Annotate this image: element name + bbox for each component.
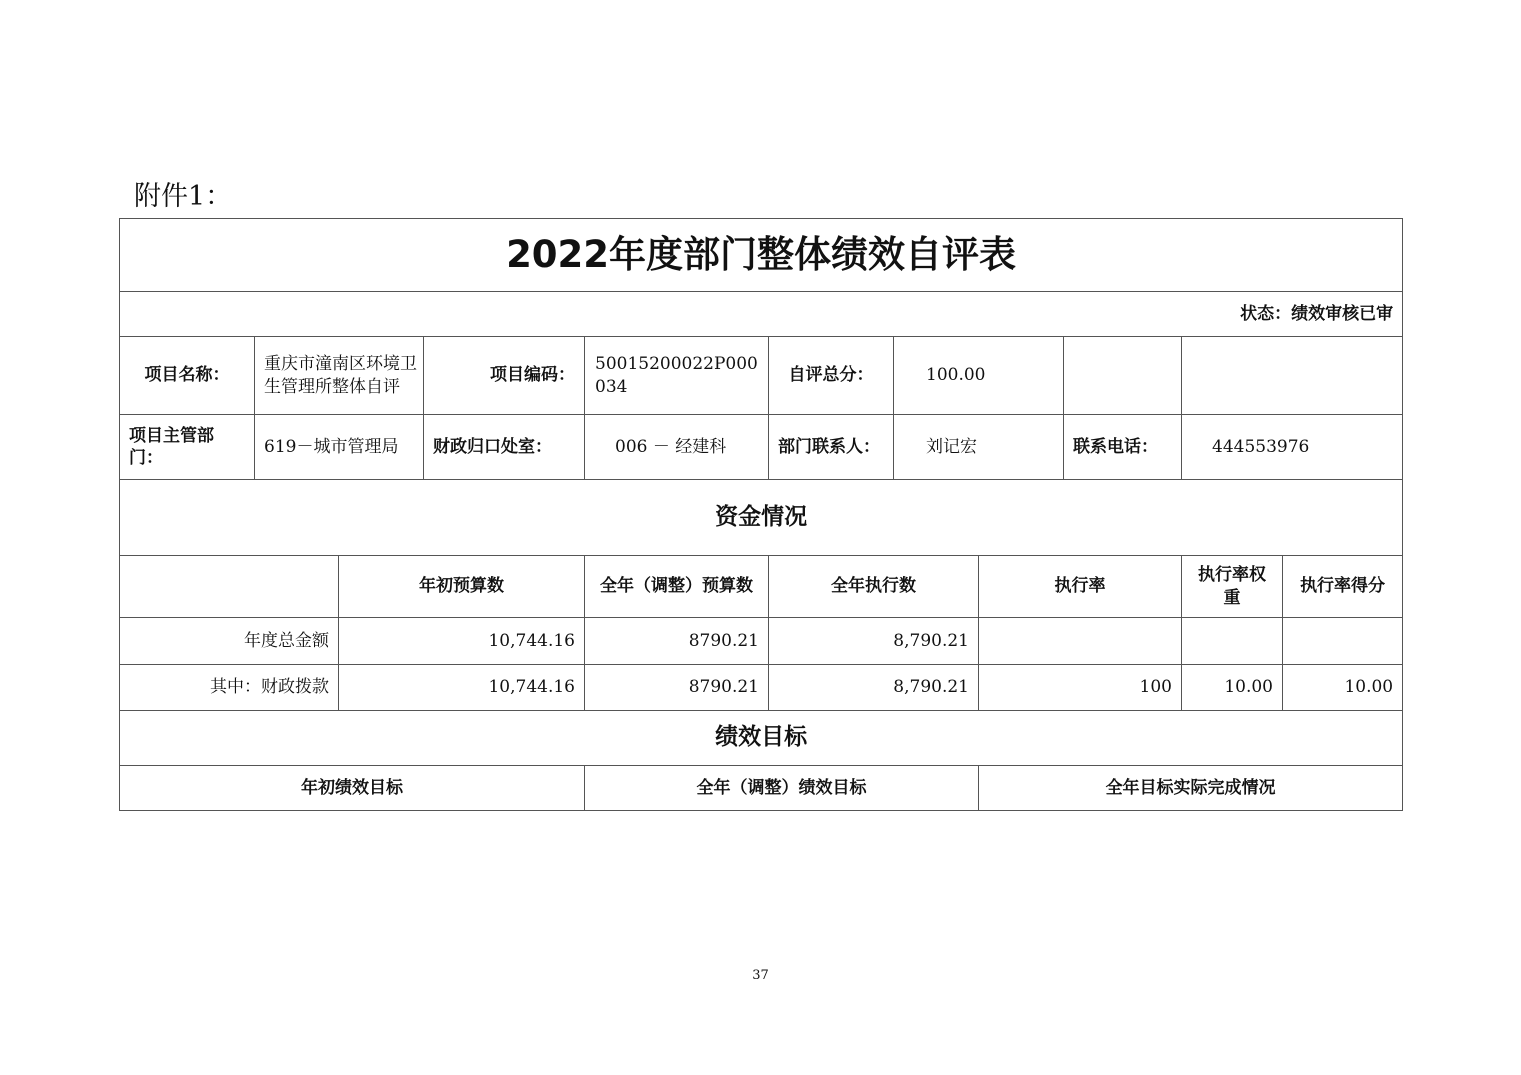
- funds-header-cell: 年初预算数: [339, 556, 585, 618]
- funds-header-cell: 全年（调整）预算数: [585, 556, 769, 618]
- funds-cell: 10.00: [1283, 665, 1403, 711]
- self-score-value: 100.00: [894, 337, 1064, 415]
- performance-evaluation-table: [119, 218, 1402, 811]
- contact-phone-label: 联系电话：: [1064, 415, 1182, 480]
- funds-cell: 8,790.21: [769, 665, 979, 711]
- funds-header-cell: 执行率得分: [1283, 556, 1403, 618]
- funds-cell: [1283, 618, 1403, 665]
- project-name-value: 重庆市潼南区环境卫生管理所整体自评: [255, 337, 424, 415]
- contact-person-label: 部门联系人：: [769, 415, 894, 480]
- funds-header-cell: 执行率: [979, 556, 1182, 618]
- project-name-label: 项目名称：: [120, 337, 255, 415]
- finance-office-label: 财政归口处室：: [424, 415, 585, 480]
- funds-cell: 10,744.16: [339, 665, 585, 711]
- dept-label: 项目主管部门：: [120, 415, 255, 480]
- goals-header-cell: 年初绩效目标: [120, 766, 585, 811]
- project-code-value: 50015200022P000034: [585, 337, 769, 415]
- goals-header-cell: 全年目标实际完成情况: [979, 766, 1403, 811]
- goals-section-title: 绩效目标: [120, 711, 1403, 766]
- funds-cell: 8790.21: [585, 665, 769, 711]
- funds-section-title: 资金情况: [120, 480, 1403, 556]
- funds-cell: 8790.21: [585, 618, 769, 665]
- self-score-label: 自评总分：: [769, 337, 894, 415]
- funds-cell: 100: [979, 665, 1182, 711]
- page-title: 2022年度部门整体绩效自评表: [120, 219, 1403, 292]
- funds-cell: 10.00: [1182, 665, 1283, 711]
- status-text: 状态：绩效审核已审: [120, 292, 1403, 337]
- funds-cell: 10,744.16: [339, 618, 585, 665]
- funds-header-cell: [120, 556, 339, 618]
- funds-cell: 8,790.21: [769, 618, 979, 665]
- empty-cell: [1064, 337, 1182, 415]
- funds-row-label: 其中：财政拨款: [120, 665, 339, 711]
- funds-header-cell: 全年执行数: [769, 556, 979, 618]
- project-code-label: 项目编码：: [424, 337, 585, 415]
- contact-person-value: 刘记宏: [894, 415, 1064, 480]
- goals-header-cell: 全年（调整）绩效目标: [585, 766, 979, 811]
- funds-cell: [979, 618, 1182, 665]
- funds-header-cell: 执行率权重: [1182, 556, 1283, 618]
- funds-cell: [1182, 618, 1283, 665]
- contact-phone-value: 444553976: [1182, 415, 1403, 480]
- funds-row-label: 年度总金额: [120, 618, 339, 665]
- page-number: 37: [752, 968, 769, 983]
- dept-value: 619－城市管理局: [255, 415, 424, 480]
- empty-cell: [1182, 337, 1403, 415]
- finance-office-value: 006 － 经建科: [585, 415, 769, 480]
- attachment-label: 附件1：: [134, 181, 233, 212]
